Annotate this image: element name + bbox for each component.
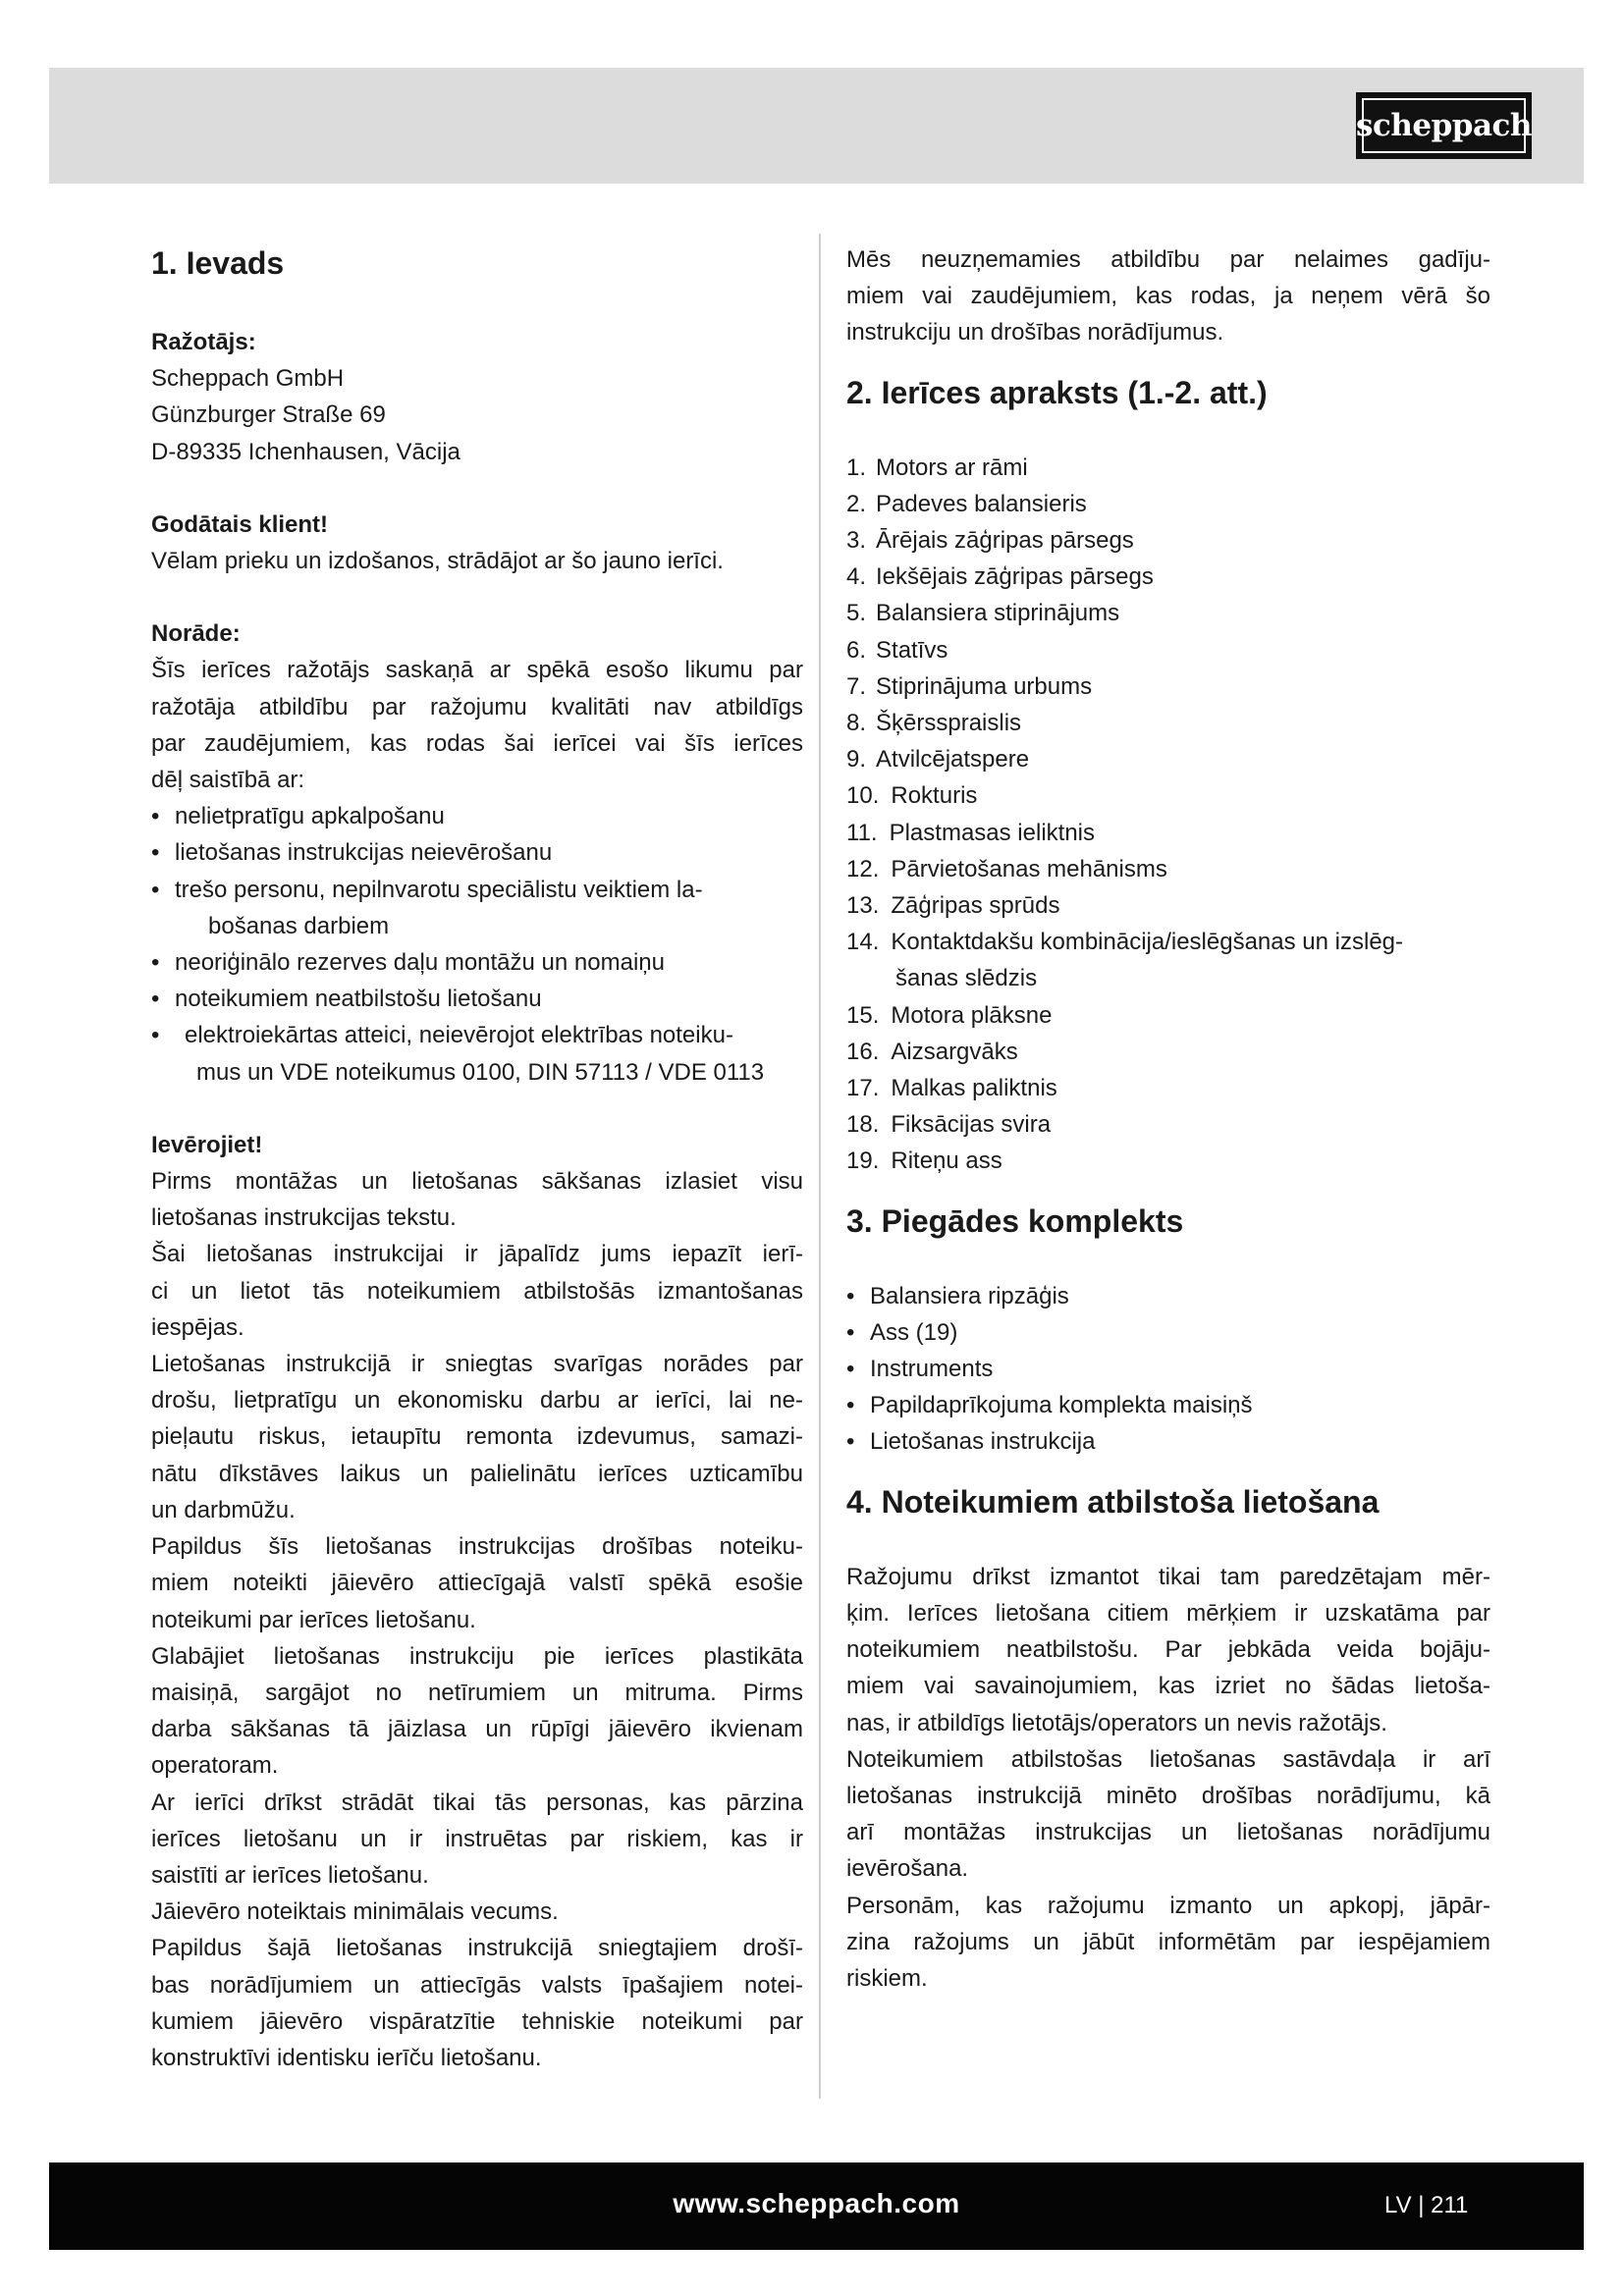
part-number: 11. — [846, 819, 878, 846]
part-item — [846, 1143, 1490, 1179]
text-line: iespējas. — [151, 1313, 244, 1341]
part-label: Atvilcējatspere — [876, 746, 1030, 774]
part-label: Iekšējais zāģripas pārsegs — [876, 563, 1154, 591]
manufacturer-label: Ražotājs: — [151, 329, 256, 355]
footer — [49, 2163, 1584, 2250]
part-label: Zāģripas sprūds — [891, 892, 1060, 920]
section-heading-description: 2. Ierīces apraksts (1.-2. att.) — [846, 374, 1268, 410]
text-line: kumiem jāievēro vispāratzītie tehniskie noteikumi par — [151, 2007, 803, 2035]
text-line: lietošanas instrukcijas tekstu. — [151, 1204, 457, 1232]
observe-text — [151, 1163, 803, 2076]
part-number: 7. — [846, 672, 867, 700]
part-item — [846, 632, 1490, 668]
text-line: un darbmūžu. — [151, 1496, 296, 1523]
text-line: noteikumi par ierīces lietošanu. — [151, 1606, 476, 1633]
text-line: Papildus šīs lietošanas instrukcijas drošības noteiku- — [151, 1533, 803, 1561]
part-number: 5. — [846, 600, 867, 627]
part-label: Statīvs — [876, 636, 948, 664]
note-bullet: • nelietpratīgu apkalpošanu — [151, 798, 803, 834]
text-line: Jāievēro noteiktais minimālais vecums. — [151, 1898, 559, 1926]
text-line: riskiem. — [846, 1964, 928, 1992]
part-item — [846, 595, 1490, 631]
note-line: par zaudējumiem, kas rodas šai ierīcei vai šīs ierīces — [151, 729, 803, 757]
text-line: bas norādījumiem un attiecīgās valsts īpašajiem notei- — [151, 1971, 803, 1999]
text-line: konstruktīvi identisku ierīču lietošanu. — [151, 2044, 542, 2071]
note-bullet: • trešo personu, nepilnvarotu speciālistu veiktiem la- bošanas darbiem — [151, 872, 803, 944]
part-number: 9. — [846, 746, 867, 774]
part-label: Padeves balansieris — [876, 490, 1087, 517]
part-number: 19. — [846, 1148, 880, 1175]
text-line: ķim. Ierīces lietošana citiem mērķiem ir uzskatāma par — [846, 1599, 1490, 1627]
text-line: lietošanas instrukcijā minēto drošības norādījumu, kā — [846, 1782, 1490, 1809]
section-heading-intended-use: 4. Noteikumiem atbilstoša lietošana — [846, 1483, 1380, 1520]
part-number: 4. — [846, 563, 867, 591]
text-line: arī montāžas instrukcijas un lietošanas norādījumu — [846, 1819, 1490, 1846]
part-item — [846, 1070, 1490, 1106]
part-number: 8. — [846, 710, 867, 737]
text-line: nātu dīkstāves laikus un palielinātu ierīces uzticamību — [151, 1460, 803, 1487]
text-line: Personām, kas ražojumu izmanto un apkopj, jāpār- — [846, 1892, 1490, 1919]
text-line: ci un lietot tās noteikumiem atbilstošās izmantošanas — [151, 1277, 803, 1305]
text-line: saistīti ar ierīces lietošanu. — [151, 1861, 429, 1889]
part-item — [846, 741, 1490, 777]
part-number: 6. — [846, 636, 867, 664]
section-heading-introduction: 1. Ievads — [151, 245, 285, 281]
right-column — [846, 241, 1490, 1997]
intro-line: miem vai zaudējumiem, kas rodas, ja neņem vērā šo — [846, 283, 1490, 310]
text-line: ierīces lietošanu un ir instruētas par riskiem, kas ir — [151, 1825, 803, 1852]
part-item — [846, 705, 1490, 741]
parts-list — [846, 450, 1490, 1180]
part-number: 1. — [846, 454, 867, 481]
text-line: nas, ir atbildīgs lietotājs/operators un nevis ražotājs. — [846, 1709, 1387, 1736]
note-bullet: • neoriģinālo rezerves daļu montāžu un nomaiņu — [151, 944, 803, 981]
part-label: Malkas paliktnis — [891, 1075, 1057, 1102]
greeting-text: Vēlam prieku un izdošanos, strādājot ar šo jauno ierīci. — [151, 548, 724, 575]
scheppach-logo: scheppach — [1356, 92, 1532, 159]
text-line: Šai lietošanas instrukcijai ir jāpalīdz jums iepazīt ierī- — [151, 1241, 803, 1268]
delivery-item: • Lietošanas instrukcija — [846, 1423, 1490, 1460]
address-line: D-89335 Ichenhausen, Vācija — [151, 438, 460, 465]
part-item — [846, 887, 1490, 924]
intended-use-text — [846, 1559, 1490, 1997]
text-line: Noteikumiem atbilstošas lietošanas sastāvdaļa ir arī — [846, 1745, 1490, 1773]
part-label: Rokturis — [891, 782, 978, 810]
delivery-item: • Ass (19) — [846, 1314, 1490, 1351]
note-title: Norāde: — [151, 620, 241, 648]
part-item — [846, 559, 1490, 595]
text-line: Lietošanas instrukcijā ir sniegtas svarīgas norādes par — [151, 1351, 803, 1378]
text-line: darba sākšanas tā jāizlasa un rūpīgi jāievēro ikvienam — [151, 1716, 803, 1743]
address-line: Günzburger Straße 69 — [151, 401, 386, 429]
text-line: operatoram. — [151, 1752, 279, 1780]
greeting-title: Godātais klient! — [151, 510, 329, 538]
part-number: 16. — [846, 1038, 880, 1065]
part-label: Ārējais zāģripas pārsegs — [876, 527, 1134, 555]
delivery-item: • Instruments — [846, 1351, 1490, 1387]
note-bullet: • elektroiekārtas atteici, neievērojot elektrības noteiku- mus un VDE noteikumus 0100, DIN 57113 / VDE 0113 — [151, 1017, 803, 1090]
part-item — [846, 668, 1490, 705]
part-number: 3. — [846, 527, 867, 555]
address-line: Scheppach GmbH — [151, 365, 345, 393]
part-number: 13. — [846, 892, 880, 920]
page-number: LV | 211 — [1384, 2192, 1469, 2218]
text-line: pieļautu riskus, ietaupītu remonta izdevumus, samazi- — [151, 1423, 803, 1451]
part-number: 17. — [846, 1075, 880, 1102]
text-line: drošu, lietpratīgu un ekonomisku darbu ar ierīci, lai ne- — [151, 1387, 803, 1415]
text-line: Ar ierīci drīkst strādāt tikai tās personas, kas pārzina — [151, 1789, 803, 1816]
part-item — [846, 1106, 1490, 1143]
part-number: 18. — [846, 1111, 880, 1139]
part-number: 12. — [846, 855, 880, 882]
note-line: ražotāja atbildību par ražojumu kvalitāti nav atbildīgs — [151, 693, 803, 721]
part-label: Motora plāksne — [891, 1001, 1053, 1029]
part-number: 14. — [846, 929, 880, 956]
text-line: zina ražojums un jābūt informētām par iespējamiem — [846, 1928, 1490, 1955]
text-line: ievērošana. — [846, 1855, 969, 1883]
intro-line: instrukciju un drošības norādījumus. — [846, 319, 1224, 347]
part-item — [846, 997, 1490, 1034]
part-label: Riteņu ass — [891, 1148, 1002, 1175]
part-item — [846, 486, 1490, 522]
note-line: dēļ saistībā ar: — [151, 767, 305, 794]
left-column — [151, 241, 803, 2076]
part-label: Pārvietošanas mehānisms — [891, 855, 1167, 882]
header-band — [49, 68, 1584, 184]
part-number: 2. — [846, 490, 867, 517]
part-item — [846, 777, 1490, 814]
intro-line: Mēs neuzņemamies atbildību par nelaimes gadīju- — [846, 246, 1490, 273]
part-label: Aizsargvāks — [891, 1038, 1018, 1065]
delivery-item: • Papildaprīkojuma komplekta maisiņš — [846, 1387, 1490, 1423]
part-label: Balansiera stiprinājums — [876, 600, 1120, 627]
part-item — [846, 522, 1490, 559]
part-label: Fiksācijas svira — [891, 1111, 1052, 1139]
part-item — [846, 924, 1490, 996]
column-divider — [819, 234, 821, 2099]
text-line: Ražojumu drīkst izmantot tikai tam paredzētajam mēr- — [846, 1563, 1490, 1590]
section-heading-delivery: 3. Piegādes komplekts — [846, 1202, 1184, 1239]
part-label: Motors ar rāmi — [876, 454, 1028, 481]
text-line: miem noteikti jāievēro attiecīgajā valstī spēkā esošie — [151, 1570, 803, 1597]
text-line: maisiņā, sargājot no netīrumiem un mitruma. Pirms — [151, 1679, 803, 1706]
part-item — [846, 815, 1490, 851]
delivery-list — [846, 1278, 1490, 1461]
part-number: 15. — [846, 1001, 880, 1029]
text-line: Glabājiet lietošanas instrukciju pie ierīces plastikāta — [151, 1642, 803, 1670]
part-item — [846, 450, 1490, 486]
part-label: Plastmasas ieliktnis — [889, 819, 1095, 846]
delivery-item: • Balansiera ripzāģis — [846, 1278, 1490, 1314]
part-label-continuation: šanas slēdzis — [895, 965, 1038, 992]
part-label: Stiprinājuma urbums — [876, 672, 1093, 700]
text-line: Pirms montāžas un lietošanas sākšanas izlasiet visu — [151, 1168, 803, 1196]
note-bullet: • lietošanas instrukcijas neievērošanu — [151, 834, 803, 871]
part-item — [846, 1034, 1490, 1070]
text-line: miem vai savainojumiem, kas izriet no šādas lietoša- — [846, 1673, 1490, 1700]
part-label: Kontaktdakšu kombinācija/ieslēgšanas un izslēg- — [891, 929, 1403, 956]
observe-title: Ievērojiet! — [151, 1131, 263, 1158]
part-number: 10. — [846, 782, 880, 810]
part-item — [846, 851, 1490, 887]
text-line: Papildus šajā lietošanas instrukcijā sniegtajiem drošī- — [151, 1935, 803, 1962]
note-line: Šīs ierīces ražotājs saskaņā ar spēkā esošo likumu par — [151, 657, 803, 684]
website-link[interactable]: www.scheppach.com — [673, 2188, 960, 2218]
note-bullet: • noteikumiem neatbilstošu lietošanu — [151, 981, 803, 1017]
part-label: Šķērsspraislis — [876, 710, 1022, 737]
text-line: noteikumiem neatbilstošu. Par jebkāda veida bojāju- — [846, 1636, 1490, 1664]
